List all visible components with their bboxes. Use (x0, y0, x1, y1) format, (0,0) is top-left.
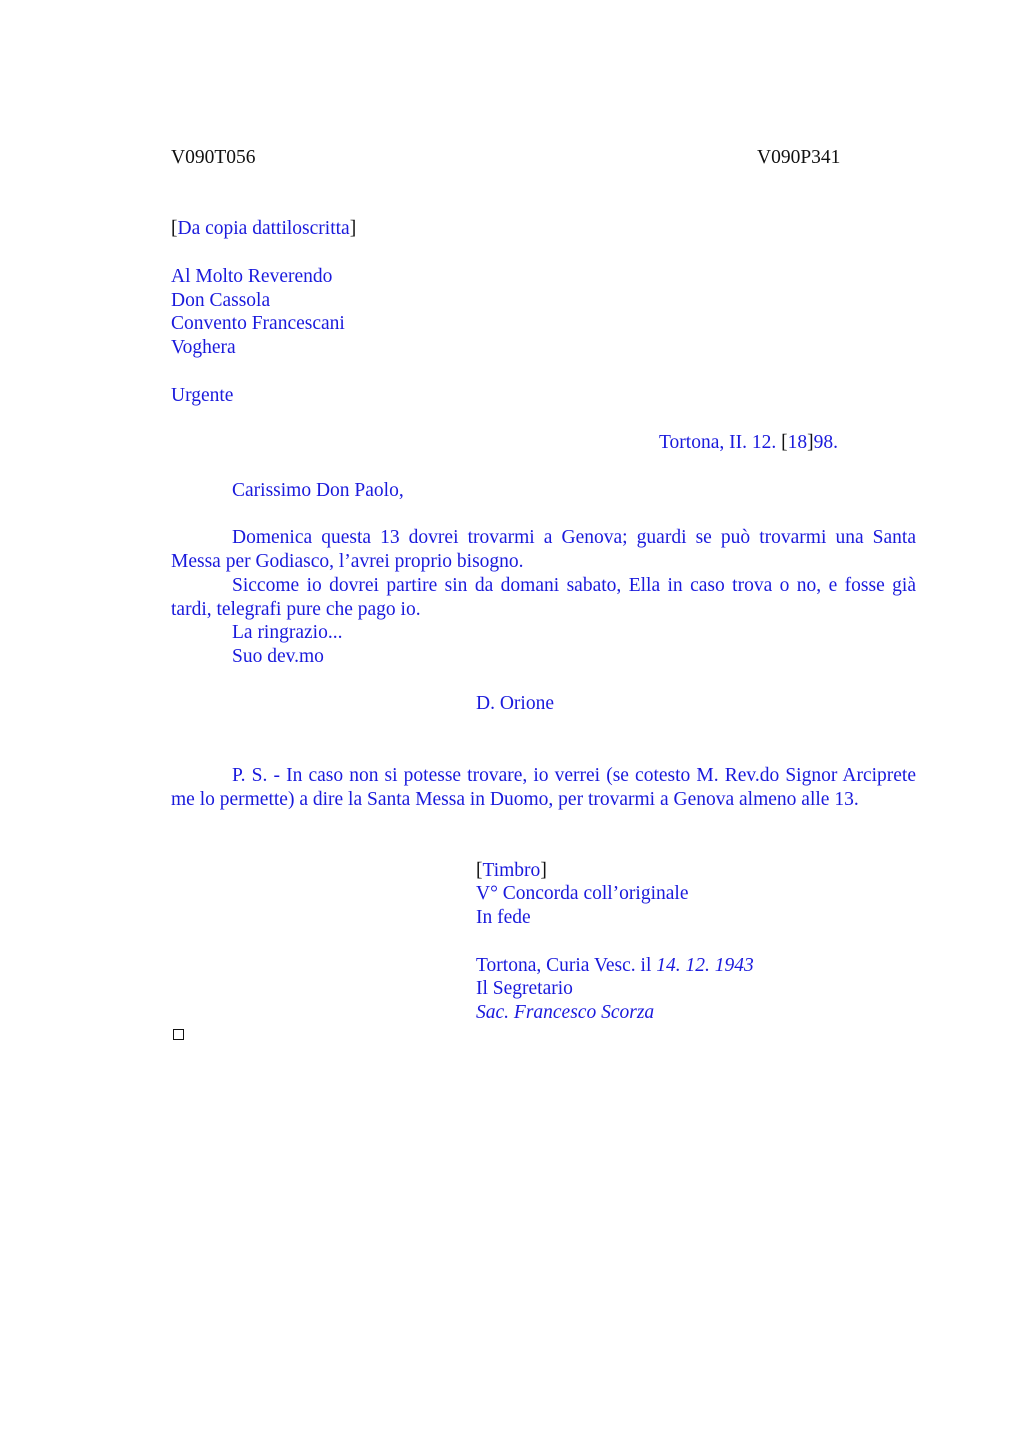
address-line-2: Don Cassola (171, 290, 271, 311)
stamp-open-bracket: [ (476, 860, 483, 881)
source-note (171, 217, 356, 241)
source-note-open-bracket: [ (171, 218, 178, 239)
date-line (659, 431, 838, 455)
certification-date: 14. 12. 1943 (656, 955, 754, 976)
body-paragraph-2: Siccome io dovrei partire sin da domani sabato, Ella in caso trova o no, e fosse già tardi, telegrafi pure che pago io. (171, 575, 916, 620)
certification-place: Tortona, Curia Vesc. il (476, 955, 657, 976)
stamp-close-bracket: ] (540, 860, 547, 881)
date-close-bracket: ] (807, 432, 814, 453)
certification-line-1: V° Concorda coll’originale (476, 883, 689, 904)
stamp-note (476, 859, 547, 883)
body-paragraph-3: La ringrazio... (232, 622, 343, 643)
certification-signer: Sac. Francesco Scorza (476, 1002, 655, 1023)
postscript: P. S. - In caso non si potesse trovare, io verrei (se cotesto M. Rev.do Signor Arciprete me lo permette) a dire la Santa Messa in Duomo, per trovarmi a Genova almeno alle 13. (171, 765, 916, 810)
empty-square-icon (173, 1029, 184, 1040)
date-open-bracket: [ (781, 432, 788, 453)
source-note-close-bracket: ] (349, 218, 357, 239)
header-right-code: V090P341 (757, 147, 841, 168)
urgency-label: Urgente (171, 385, 234, 406)
body-paragraph-1: Domenica questa 13 dovrei trovarmi a Genova; guardi se può trovarmi una Santa Messa per Godiasco, l’avrei proprio bisogno. (171, 527, 916, 572)
address-line-4: Voghera (171, 337, 236, 358)
address-line-3: Convento Francescani (171, 313, 345, 334)
date-prefix: Tortona, II. 12. (659, 432, 782, 453)
source-note-text: Da copia dattiloscritta (177, 218, 350, 239)
stamp-text: Timbro (482, 860, 541, 881)
certification-place-date (476, 954, 754, 978)
certification-line-2: In fede (476, 907, 531, 928)
certification-role: Il Segretario (476, 978, 573, 999)
date-suffix: 98. (813, 432, 838, 453)
signature: D. Orione (476, 693, 554, 714)
salutation: Carissimo Don Paolo, (232, 480, 404, 501)
address-line-1: Al Molto Reverendo (171, 266, 333, 287)
date-century: 18 (787, 432, 808, 453)
header-left-code: V090T056 (171, 147, 256, 168)
closing-formula: Suo dev.mo (232, 646, 324, 667)
